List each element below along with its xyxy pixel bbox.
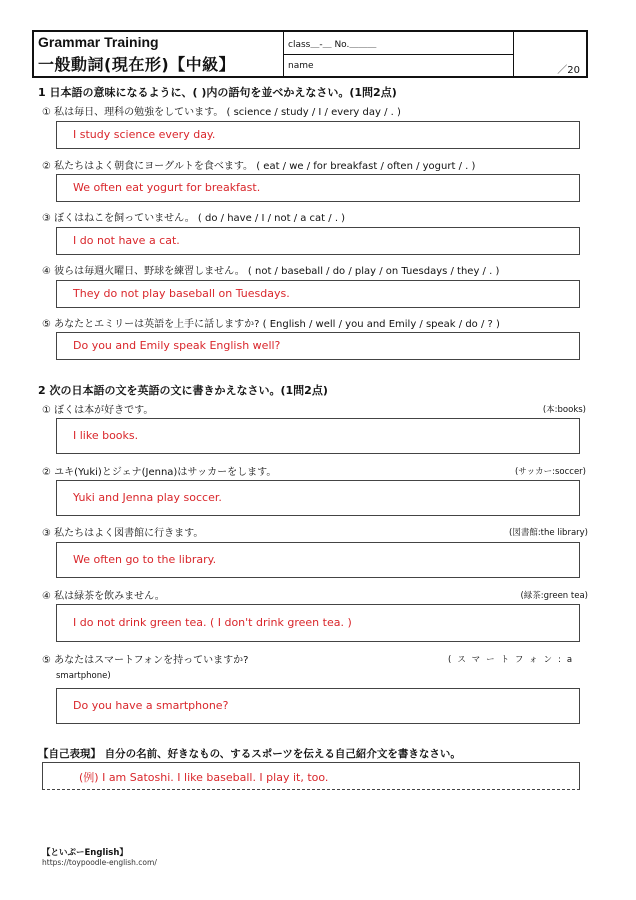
answer-text: We often go to the library.: [73, 553, 217, 566]
title-cell: [34, 32, 284, 76]
question-1-1: ① 私は毎日、理科の勉強をしています。 ( science / study / I / every day / . ): [42, 107, 401, 118]
answer-text: I study science every day.: [73, 128, 216, 141]
section2-heading: 2 次の日本語の文を英語の文に書きかえなさい。(1問2点): [38, 384, 328, 397]
question-2-5: ⑤ あなたはスマートフォンを持っていますか?: [42, 655, 249, 666]
answer-box-1-2[interactable]: [56, 174, 580, 202]
question-1-2: ② 私たちはよく朝食にヨーグルトを食べます。 ( eat / we / for breakfast / often / yogurt / . ): [42, 161, 476, 172]
answer-text: Do you have a smartphone?: [73, 699, 229, 712]
question-2-4: ④ 私は緑茶を飲みません。: [42, 591, 165, 602]
example-text: (例) I am Satoshi. I like baseball. I play it, too.: [79, 771, 329, 784]
question-1-3: ③ ぼくはねこを飼っていません。 ( do / have / I / not / a cat / . ): [42, 213, 346, 224]
hint-2-5-cont: smartphone): [56, 671, 111, 681]
answer-text: They do not play baseball on Tuesdays.: [73, 287, 290, 300]
self-expression-heading: 【自己表現】 自分の名前、好きなもの、するスポーツを伝える自己紹介文を書きなさい。: [38, 748, 461, 760]
score-cell: [514, 32, 586, 76]
answer-text: I do not have a cat.: [73, 234, 180, 247]
answer-box-2-5[interactable]: [56, 688, 580, 724]
answer-box-1-4[interactable]: [56, 280, 580, 308]
name-field[interactable]: name: [288, 61, 314, 71]
hint-2-5: (スマートフォン:a: [448, 655, 579, 665]
title-japanese: 一般動詞(現在形)【中級】: [38, 55, 236, 74]
worksheet-header: [32, 30, 588, 78]
question-2-2: ② ユキ(Yuki)とジェナ(Jenna)はサッカーをします。: [42, 467, 277, 478]
answer-text: Yuki and Jenna play soccer.: [73, 491, 222, 504]
self-expression-box[interactable]: [42, 762, 580, 790]
hint-2-2: (サッカー:soccer): [514, 467, 586, 477]
section1-heading: 1 日本語の意味になるように、( )内の語句を並べかえなさい。(1問2点): [38, 86, 397, 99]
answer-text: Do you and Emily speak English well?: [73, 339, 281, 352]
question-2-3: ③ 私たちはよく図書館に行きます。: [42, 528, 204, 539]
answer-text: We often eat yogurt for breakfast.: [73, 181, 261, 194]
answer-box-2-2[interactable]: [56, 480, 580, 516]
answer-text: I do not drink green tea. ( I don't drink green tea. ): [73, 616, 352, 629]
student-info-cell: [284, 32, 514, 76]
footer-brand: 【といぷーEnglish】: [42, 848, 128, 858]
answer-box-2-3[interactable]: [56, 542, 580, 578]
class-number-field[interactable]: class＿-＿ No.＿＿＿: [288, 40, 377, 50]
hint-2-1: (本:books): [542, 405, 586, 415]
answer-box-2-4[interactable]: [56, 604, 580, 642]
hint-2-4: (緑茶:green tea): [520, 591, 588, 601]
title-english: Grammar Training: [38, 34, 159, 50]
hint-2-3: (図書館:the library): [509, 528, 588, 538]
question-1-5: ⑤ あなたとエミリーは英語を上手に話しますか? ( English / well / you and Emily / speak / do / ? ): [42, 319, 500, 330]
footer-url[interactable]: https://toypoodle-english.com/: [42, 858, 157, 867]
answer-box-2-1[interactable]: [56, 418, 580, 454]
answer-text: I like books.: [73, 429, 139, 442]
question-2-1: ① ぼくは本が好きです。: [42, 405, 154, 416]
answer-box-1-5[interactable]: [56, 332, 580, 360]
answer-box-1-1[interactable]: [56, 121, 580, 149]
question-1-4: ④ 彼らは毎週火曜日、野球を練習しません。 ( not / baseball / do / play / on Tuesdays / they / . ): [42, 266, 500, 277]
divider: [284, 54, 513, 55]
score-total: ／20: [557, 65, 580, 76]
answer-box-1-3[interactable]: [56, 227, 580, 255]
